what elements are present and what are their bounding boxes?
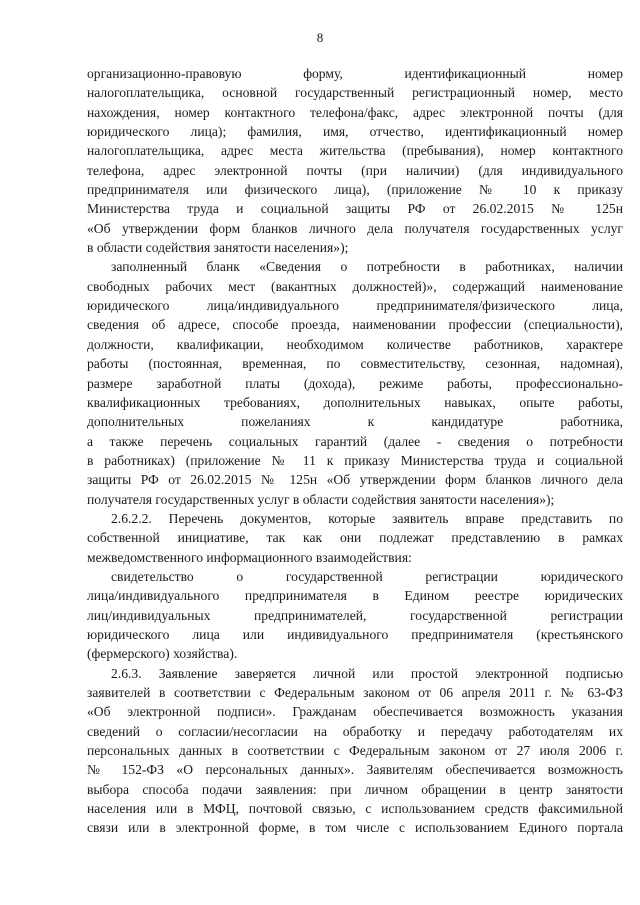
text-line: сведений о согласии/несогласии на обработку и передачу работодателям их bbox=[87, 723, 623, 739]
text-line: (фермерского) хозяйства). bbox=[87, 646, 238, 662]
text-line: «Об утверждении форм бланков личного дела получателя государственных услуг bbox=[87, 220, 623, 236]
text-line: предпринимателя или физического лица), (приложение № 10 к приказу bbox=[87, 182, 623, 198]
text-line: в области содействия занятости населения»); bbox=[87, 240, 349, 256]
text-line: свидетельство о государственной регистрации юридического bbox=[111, 568, 623, 584]
text-line: собственной инициативе, так как они подлежат представлению в рамках bbox=[87, 530, 623, 546]
text-line: работы (постоянная, временная, по совместительству, сезонная, надомная), bbox=[87, 356, 623, 372]
text-line: налогоплательщика, основной государственный регистрационный номер, место bbox=[87, 85, 623, 101]
text-line: организационно-правовую форму, идентификационный номер bbox=[87, 66, 623, 81]
text-line: в работниках) (приложение № 11 к приказу Министерства труда и социальной bbox=[87, 452, 623, 468]
text-line: свободных рабочих мест (вакантных должностей)», содержащий наименование bbox=[87, 278, 623, 294]
text-line: заявителей в соответствии с Федеральным законом от 06 апреля 2011 г. № 63-ФЗ bbox=[87, 685, 623, 700]
text-line: связи или в электронной форме, в том числе с использованием Единого портала bbox=[87, 820, 623, 836]
text-line: налогоплательщика, адрес места жительства (пребывания), номер контактного bbox=[87, 143, 623, 159]
text-line: должности, квалификации, необходимом количестве работников, характере bbox=[87, 336, 623, 352]
text-line: юридического лица или индивидуального предпринимателя (крестьянского bbox=[87, 626, 623, 642]
body-text bbox=[87, 64, 623, 838]
text-line: 2.6.3. Заявление заверяется личной или простой электронной подписью bbox=[111, 665, 623, 681]
text-line: сведения об адресе, способе проезда, наименовании профессии (специальности), bbox=[87, 317, 623, 333]
text-line: лиц/индивидуальных предпринимателей, государственной регистрации bbox=[87, 607, 623, 623]
text-line: лица/индивидуального предпринимателя в Едином реестре юридических bbox=[87, 588, 623, 604]
text-line: получателя государственных услуг в области содействия занятости населения»); bbox=[87, 491, 555, 507]
text-line: населения или в МФЦ, почтовой связью, с использованием средств факсимильной bbox=[87, 801, 623, 817]
text-line: защиты РФ от 26.02.2015 № 125н «Об утверждении форм бланков личного дела bbox=[87, 472, 623, 488]
text-line: выбора способа подачи заявления: при личном обращении в центр занятости bbox=[87, 781, 623, 797]
text-line: № 152-ФЗ «О персональных данных». Заявителям обеспечивается возможность bbox=[87, 762, 623, 778]
text-line: а также перечень социальных гарантий (далее - сведения о потребности bbox=[87, 433, 623, 449]
text-line: телефона, адрес электронной почты (при наличии) (для индивидуального bbox=[87, 162, 623, 178]
text-line: дополнительных пожеланиях к кандидатуре работника, bbox=[87, 414, 623, 430]
text-line: персональных данных в соответствии с Федеральным законом от 27 июля 2006 г. bbox=[87, 743, 623, 759]
text-line: «Об электронной подписи». Гражданам обеспечивается возможность указания bbox=[87, 704, 623, 720]
text-line: нахождения, номер контактного телефона/факс, адрес электронной почты (для bbox=[87, 104, 623, 120]
page-number: 8 bbox=[316, 30, 324, 45]
text-line: размере заработной платы (дохода), режиме работы, профессионально- bbox=[87, 375, 623, 391]
text-line: Министерства труда и социальной защиты РФ от 26.02.2015 № 125н bbox=[87, 201, 623, 217]
text-line: 2.6.2.2. Перечень документов, которые заявитель вправе представить по bbox=[111, 510, 623, 526]
text-line: юридического лица/индивидуального предпринимателя/физического лица, bbox=[87, 298, 623, 314]
text-line: юридического лица); фамилия, имя, отчество, идентификационный номер bbox=[87, 124, 623, 140]
text-line: квалификационных требованиях, дополнительных навыках, опыте работы, bbox=[87, 394, 623, 410]
text-line: заполненный бланк «Сведения о потребности в работниках, наличии bbox=[111, 259, 623, 275]
text-line: межведомственного информационного взаимодействия: bbox=[87, 549, 412, 565]
